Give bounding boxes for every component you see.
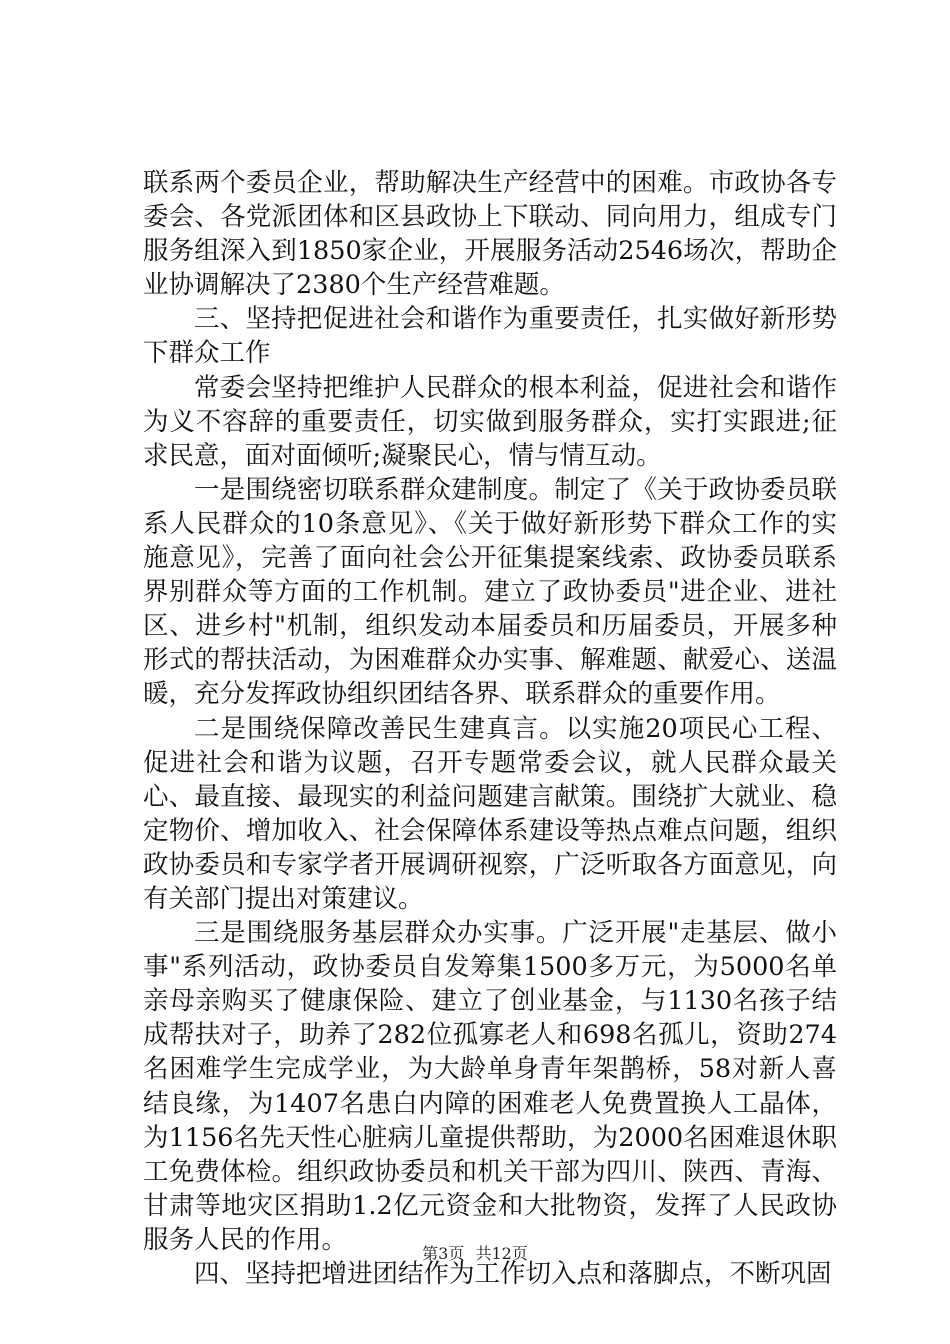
paragraph: 一是围绕密切联系群众建制度。制定了《关于政协委员联系人民群众的10条意见》、《关于做好新形势下群众工作的实施意见》，完善了面向社会公开征集提案线索、政协委员联系界别群众等方面的工作机制。建立了政协委员"进企业、进社区、进乡村"机制，组织发动本届委员和历届委员，开展多种形式的帮扶活动，为困难群众办实事、解难题、献爱心、送温暖，充分发挥政协组织团结各界、联系群众的重要作用。 [143,474,837,710]
paragraph: 三是围绕服务基层群众办实事。广泛开展"走基层、做小事"系列活动，政协委员自发筹集1500多万元，为5000名单亲母亲购买了健康保险、建立了创业基金，与1130名孩子结成帮扶对子，助养了282位孤寡老人和698名孤儿，资助274名困难学生完成学业，为大龄单身青年架鹊桥，58对新人喜结良缘，为1407名患白内障的困难老人免费置换人工晶体，为1156名先天性心脏病儿童提供帮助，为2000名困难退休职工免费体检。组织政协委员和机关干部为四川、陕西、青海、甘肃等地灾区捐助1.2亿元资金和大批物资，发挥了人民政协服务人民的作用。 [143,918,837,1255]
paragraph-continuation: 联系两个委员企业，帮助解决生产经营中的困难。市政协各专委会、各党派团体和区县政协上下联动、同向用力，组成专门服务组深入到1850家企业，开展服务活动2546场次，帮助企业协调解决了2380个生产经营难题。 [143,168,837,301]
page-number: 第3页 [422,1244,465,1263]
paragraph: 二是围绕保障改善民生建真言。以实施20项民心工程、促进社会和谐为议题，召开专题常委会议，就人民群众最关心、最直接、最现实的利益问题建言献策。围绕扩大就业、稳定物价、增加收入、社会保障体系建设等热点难点问题，组织政协委员和专家学者开展调研视察，广泛听取各方面意见，向有关部门提出对策建议。 [143,713,837,914]
section-heading-4: 四、坚持把增进团结作为工作切入点和落脚点，不断巩固 [194,1259,832,1289]
section-heading-3: 三、坚持把促进社会和谐作为重要责任，扎实做好新形势下群众工作 [143,304,837,369]
document-body [143,166,837,1291]
paragraph: 常委会坚持把维护人民群众的根本利益，促进社会和谐作为义不容辞的重要责任，切实做到服务群众，实打实跟进;征求民意，面对面倾听;凝聚民心，情与情互动。 [143,372,837,471]
page-total: 共12页 [475,1244,528,1263]
page-footer [0,1241,950,1264]
